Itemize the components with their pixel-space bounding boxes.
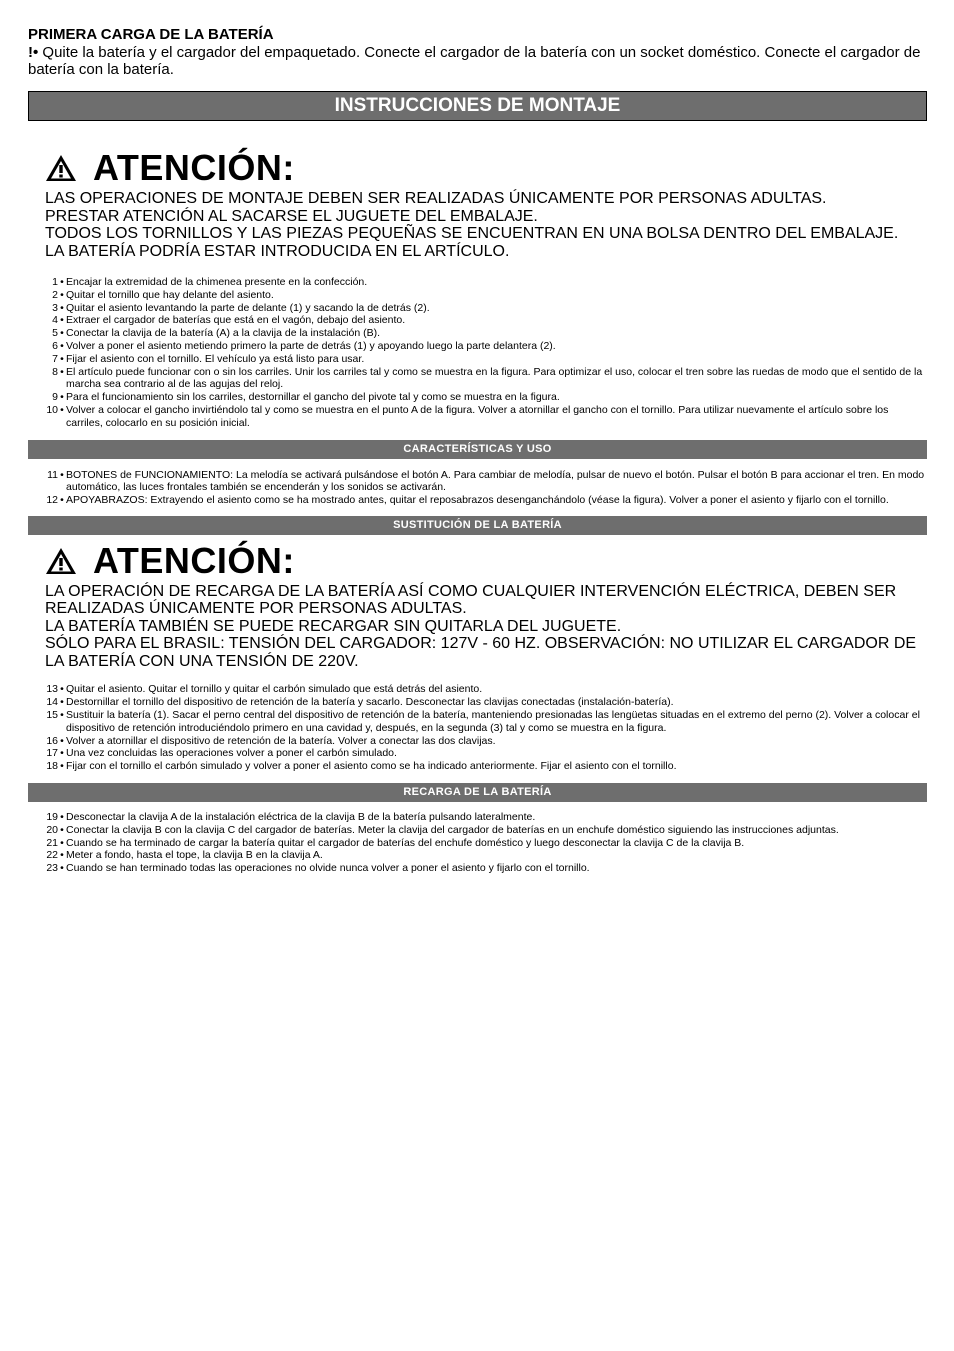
step-text: Quitar el asiento levantando la parte de delante (1) y sacando la de detrás (2). — [66, 301, 430, 314]
step-bullet: • — [60, 747, 64, 760]
assembly-header: INSTRUCCIONES DE MONTAJE — [28, 91, 927, 121]
step-number: 8 — [52, 365, 58, 378]
step-text: Una vez concluidas las operaciones volver a poner el carbón simulado. — [66, 747, 397, 760]
warning-triangle-icon — [45, 154, 77, 182]
step-bullet: • — [60, 339, 64, 352]
step-text: Quitar el asiento. Quitar el tornillo y quitar el carbón simulado que está detrás del asiento. — [66, 683, 483, 696]
list-item — [28, 824, 927, 837]
step-number: 4 — [52, 314, 58, 327]
step-text: Encajar la extremidad de la chimenea presente en la confección. — [66, 276, 368, 288]
list-item — [28, 683, 927, 696]
step-number: 23 — [46, 862, 58, 875]
step-number: 2 — [52, 288, 58, 301]
step-text: Conectar la clavija B con la clavija C del cargador de baterías. Meter la clavija del cargador de baterías en un enchufe doméstico siguiendo las instrucciones adjuntas. — [66, 823, 839, 836]
replacement-steps — [28, 683, 927, 773]
list-item — [28, 353, 927, 366]
step-number: 12 — [46, 494, 58, 507]
list-item — [28, 696, 927, 709]
assembly-steps — [28, 276, 927, 430]
step-bullet: • — [60, 314, 64, 327]
step-number: 19 — [46, 811, 58, 824]
list-item — [28, 404, 927, 430]
step-text: Destornillar el tornillo del dispositivo de retención de la batería y sacarlo. Desconectar las clavijas conectadas (instalación-batería). — [66, 696, 674, 709]
assembly-warning-line: TODOS LOS TORNILLOS Y LAS PIEZAS PEQUEÑAS SE ENCUENTRAN EN UNA BOLSA DENTRO DEL EMBALAJE. — [45, 225, 899, 242]
step-number: 16 — [46, 734, 58, 747]
replacement-warning-body — [45, 583, 927, 671]
step-text: Sustituir la batería (1). Sacar el perno central del dispositivo de retención de la batería, manteniendo presionadas las lengüetas situadas en el extremo del perno (2). Volver a colocar el dispositivo de retención introduciéndolo primero en una cavidad y, después, en la segunda (3) tal y como se muestra en la figura. — [66, 709, 920, 734]
step-number: 13 — [46, 683, 58, 696]
step-bullet: • — [60, 494, 64, 507]
step-text: Volver a colocar el gancho invirtiéndolo tal y como se muestra en el punto A de la figura. Volver a atornillar el gancho con el tornillo. Para utilizar nuevamente el artículo sobre los carriles, colocarlo en su posición inicial. — [66, 403, 889, 429]
step-bullet: • — [60, 849, 64, 862]
step-bullet: • — [60, 352, 64, 365]
step-bullet: • — [60, 709, 64, 722]
step-bullet: • — [60, 823, 64, 836]
first-charge-title: PRIMERA CARGA DE LA BATERÍA — [28, 26, 274, 43]
assembly-warning-body — [45, 190, 927, 260]
list-item — [28, 302, 927, 315]
step-text: BOTONES de FUNCIONAMIENTO: La melodía se activará pulsándose el botón A. Para cambiar de melodía, pulsar de nuevo el botón. Pulsar el botón B para accionar el tren. En modo automático, las luces frontales también se encenderán y los sonidos se activarán. — [66, 468, 925, 494]
replacement-warning — [45, 539, 927, 671]
step-number: 10 — [46, 403, 58, 416]
step-number: 9 — [52, 391, 58, 404]
replacement-header: SUSTITUCIÓN DE LA BATERÍA — [28, 516, 927, 535]
step-bullet: • — [60, 734, 64, 747]
list-item — [28, 747, 927, 760]
step-text: Volver a poner el asiento metiendo primero la parte de detrás (1) y apoyando luego la parte delantera (2). — [66, 339, 556, 352]
step-text: Desconectar la clavija A de la instalación eléctrica de la clavija B de la batería pulsando lateralmente. — [66, 811, 536, 824]
step-number: 18 — [46, 760, 58, 773]
step-number: 15 — [46, 709, 58, 722]
step-bullet: • — [60, 836, 64, 849]
list-item — [28, 314, 927, 327]
step-bullet: • — [60, 403, 64, 416]
list-item — [28, 340, 927, 353]
step-number: 14 — [46, 696, 58, 709]
step-text: APOYABRAZOS: Extrayendo el asiento como se ha mostrado antes, quitar el reposabrazos desenganchándolo (véase la figura). Volver a poner el asiento y fijarlo con el tornillo. — [66, 494, 889, 507]
list-item — [28, 276, 927, 289]
list-item — [28, 289, 927, 302]
step-number: 11 — [47, 468, 58, 481]
list-item — [28, 327, 927, 340]
list-item — [28, 391, 927, 404]
step-bullet: • — [60, 301, 64, 314]
step-number: 1 — [52, 276, 58, 288]
step-text: Conectar la clavija de la batería (A) a la clavija de la instalación (B). — [66, 327, 380, 340]
list-item — [28, 494, 927, 507]
step-number: 21 — [46, 836, 58, 849]
replacement-warning-line: SÓLO PARA EL BRASIL: TENSIÓN DEL CARGADOR: 127V - 60 HZ. OBSERVACIÓN: NO UTILIZAR EL CARGADOR DE LA BATERÍA CON UNA TENSIÓN DE 220V. — [45, 635, 917, 670]
features-steps — [28, 469, 927, 507]
step-number: 3 — [52, 301, 58, 314]
features-header: CARACTERÍSTICAS Y USO — [28, 440, 927, 459]
step-bullet: • — [60, 468, 64, 481]
step-text: Cuando se ha terminado de cargar la batería quitar el cargador de baterías del enchufe doméstico y luego desconectar la clavija C de la clavija B. — [66, 836, 745, 849]
assembly-warning-line: LAS OPERACIONES DE MONTAJE DEBEN SER REALIZADAS ÚNICAMENTE POR PERSONAS ADULTAS. — [45, 190, 827, 207]
step-text: Quitar el tornillo que hay delante del asiento. — [66, 288, 274, 301]
list-item — [28, 849, 927, 862]
replacement-warning-title: ATENCIÓN: — [93, 539, 295, 581]
first-charge-text — [28, 44, 927, 78]
step-bullet: • — [60, 683, 64, 696]
step-number: 6 — [52, 339, 58, 352]
list-item — [28, 735, 927, 748]
assembly-warning-line: LA BATERÍA PODRÍA ESTAR INTRODUCIDA EN EL ARTÍCULO. — [45, 242, 510, 260]
step-number: 20 — [46, 823, 58, 836]
recharge-steps — [28, 811, 927, 875]
step-bullet: • — [60, 327, 64, 340]
step-text: Cuando se han terminado todas las operaciones no olvide nunca volver a poner el asiento y fijarlo con el tornillo. — [66, 862, 590, 875]
step-bullet: • — [60, 696, 64, 709]
step-text: Para el funcionamiento sin los carriles, destornillar el gancho del pivote tal y como se muestra en la figura. — [66, 391, 560, 404]
step-text: Fijar con el tornillo el carbón simulado y volver a poner el asiento como se ha indicado anteriormente. Fijar el asiento con el tornillo. — [66, 760, 677, 773]
list-item — [28, 862, 927, 875]
step-bullet: • — [60, 276, 64, 288]
first-charge-body: Quite la batería y el cargador del empaquetado. Conecte el cargador de la batería con un socket doméstico. Conecte el cargador de batería con la batería. — [28, 44, 921, 78]
manual-page — [28, 26, 927, 875]
list-item — [28, 811, 927, 824]
step-text: Fijar el asiento con el tornillo. El vehículo ya está listo para usar. — [66, 352, 365, 365]
step-bullet: • — [60, 391, 64, 404]
replacement-warning-line: LA BATERÍA TAMBIÉN SE PUEDE RECARGAR SIN QUITARLA DEL JUGUETE. — [45, 617, 622, 635]
assembly-warning-title: ATENCIÓN: — [93, 147, 295, 188]
assembly-warning-line: PRESTAR ATENCIÓN AL SACARSE EL JUGUETE DEL EMBALAJE. — [45, 207, 538, 225]
recharge-header: RECARGA DE LA BATERÍA — [28, 783, 927, 802]
step-number: 7 — [52, 352, 58, 365]
step-bullet: • — [60, 862, 64, 875]
assembly-warning — [45, 146, 927, 260]
step-number: 17 — [46, 747, 58, 760]
step-text: El artículo puede funcionar con o sin los carriles. Unir los carriles tal y como se muestra en la figura. Para optimizar el uso, colocar el tren sobre las ruedas de modo que el sentido de la marcha sea contrario al de las agujas del reloj. — [66, 365, 923, 391]
replacement-warning-line: LA OPERACIÓN DE RECARGA DE LA BATERÍA ASÍ COMO CUALQUIER INTERVENCIÓN ELÉCTRICA, DEBEN SER REALIZADAS ÚNICAMENTE POR PERSONAS ADULTAS. — [45, 582, 897, 618]
list-item — [28, 760, 927, 773]
warning-triangle-icon — [45, 547, 77, 575]
step-bullet: • — [60, 365, 64, 378]
list-item — [28, 837, 927, 850]
list-item — [28, 366, 927, 392]
step-text: Volver a atornillar el dispositivo de retención de la batería. Volver a conectar las dos clavijas. — [66, 734, 496, 747]
step-text: Extraer el cargador de baterías que está en el vagón, debajo del asiento. — [66, 314, 406, 327]
step-number: 5 — [52, 327, 58, 340]
step-number: 22 — [46, 849, 58, 862]
first-charge-bang: !• — [28, 44, 39, 61]
step-bullet: • — [60, 760, 64, 773]
list-item — [28, 469, 927, 495]
step-bullet: • — [60, 811, 64, 824]
list-item — [28, 709, 927, 735]
step-bullet: • — [60, 288, 64, 301]
step-text: Meter a fondo, hasta el tope, la clavija B en la clavija A. — [66, 849, 323, 862]
